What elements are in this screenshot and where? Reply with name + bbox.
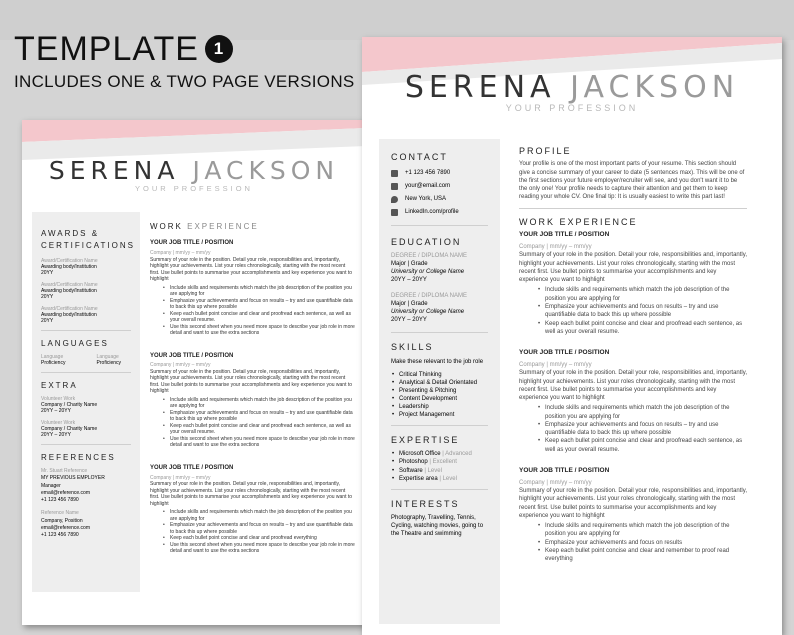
person-icon — [391, 209, 398, 216]
skills-heading: SKILLS — [391, 342, 434, 353]
extra-heading: EXTRA — [41, 381, 78, 390]
language-row: Language Proficiency Language Proficiency — [41, 354, 121, 366]
one-page-resume — [22, 120, 366, 625]
resume-name: SERENA JACKSON — [404, 70, 740, 105]
location-pin-icon — [391, 196, 398, 203]
education-heading: EDUCATION — [391, 236, 462, 247]
extra-item: Volunteer Work Company / Charity Name 20YY – 20YY — [41, 420, 98, 438]
interests-heading: INTERESTS — [391, 498, 460, 509]
reference-item: Mr. Stuart Reference MY PREVIOUS EMPLOYER Manager email@reference.com +1 123 456 7890 — [41, 468, 105, 503]
work-experience — [150, 216, 355, 571]
resume-name: SERENA JACKSON — [48, 156, 340, 185]
main-column — [519, 145, 747, 564]
banner-subtitle: INCLUDES ONE & TWO PAGE VERSIONS — [14, 72, 355, 91]
sidebar — [32, 212, 140, 592]
contact-linkedin: LinkedIn.com/profile — [391, 208, 488, 216]
award-item: Award/Certification Name Awarding body/Institution 20YY — [41, 258, 98, 276]
phone-icon — [391, 170, 398, 177]
references-heading: REFERENCES — [41, 453, 116, 462]
work-heading: WORK EXPERIENCE — [519, 216, 638, 227]
job-entry: YOUR JOB TITLE / POSITION Company | mm/yy – mm/yy Summary of your role in the position. Detail your role, responsibilities and, importantly, highlight your achievements. List your roles chronologically, starting with the most recent first. Use bullet points to summarise your accomplishments and key experience you want to highlight • Include skills and requirements which match the job description of the position you are applying for • Emphasize your achievements and focus on results • Keep each bullet point concise and clear and remember to proof read everything — [519, 467, 747, 564]
reference-item: Reference Name Company, Position email@reference.com +1 123 456 7890 — [41, 510, 90, 538]
contact-heading: CONTACT — [391, 152, 448, 162]
job-entry: YOUR JOB TITLE / POSITION Company | mm/yy – mm/yy Summary of your role in the position. Detail your role, responsibilities and, importantly, highlight your achievements. List your roles chronologically, starting with the most recent first. Use bullet points to summarise your accomplishments and key experience you want to highlight • Include skills and requirements which match the job description of the position you are applying for • Emphasize your achievements and focus on results – try and use quantifiable data to back this up where possible • Keep each bullet point concise and clear and proofread each sentence, as well as your overall resume. — [519, 231, 747, 336]
contact-phone: +1 123 456 7890 — [391, 169, 488, 177]
banner-title: TEMPLATE 1 — [14, 30, 233, 69]
extra-item: Volunteer Work Company / Charity Name 20YY – 20YY — [41, 396, 98, 414]
education-item: DEGREE / DIPLOMA NAME Major | Grade University or College Name 20YY – 20YY — [391, 293, 468, 324]
profile-heading: PROFILE — [519, 146, 572, 156]
resume-profession: YOUR PROFESSION — [135, 184, 253, 193]
contact-email: your@email.com — [391, 182, 488, 190]
interests-text: Photography, Travelling, Tennis, Cycling, watching movies, going to the Theatre and swimming — [391, 514, 484, 538]
sidebar — [379, 139, 500, 624]
awards-list — [41, 258, 131, 324]
job-entry: YOUR JOB TITLE / POSITION Company | mm/yy – mm/yy Summary of your role in the position. Detail your role, responsibilities and, importantly, highlight your achievements. List your roles chronologically, starting with the most recent first. Use bullet points to summarise your accomplishments and key experience you want to highlight • Include skills and requirements which match the job description of the position you are applying for • Emphasize your achievements and focus on results – try and use quantifiable data to back this up where possible • Keep each bullet point concise and clear and proofread everything • Use this second sheet when you need more space to describe your job role in more detail and want to use the extra sections — [150, 465, 355, 555]
contact-location: New York, USA — [391, 195, 488, 203]
email-icon — [391, 183, 398, 190]
two-page-resume — [362, 37, 782, 635]
skills-intro: Make these relevant to the job role — [391, 358, 484, 365]
profile-text: Your profile is one of the most important parts of your resume. This section should give a concise summary of your career to date (5 sentences max). This will be one of the first sections your future employer/recruiter will see, and you don't want it to be the only one! Your profile needs to capture their attention and get them to keep reading your whole CV. One final tip: It is usually easiest to write this part last! — [519, 161, 745, 201]
languages-heading: LANGUAGES — [41, 339, 109, 348]
award-item: Award/Certification Name Awarding body/Institution 20YY — [41, 282, 98, 300]
award-item: Award/Certification Name Awarding body/Institution 20YY — [41, 306, 98, 324]
contact-list — [391, 169, 488, 216]
work-heading: WORK EXPERIENCE — [150, 222, 259, 231]
resume-profession: YOUR PROFESSION — [505, 103, 639, 113]
number-badge: 1 — [205, 35, 233, 63]
job-entry: YOUR JOB TITLE / POSITION Company | mm/yy – mm/yy Summary of your role in the position. Detail your role, responsibilities and, importantly, highlight your achievements. List your roles chronologically, starting with the most recent first. Use bullet points to summarise your accomplishments and key experience you want to highlight • Include skills and requirements which match the job description of the position you are applying for • Emphasize your achievements and focus on results – try and use quantifiable data to back this up where possible • Keep each bullet point concise and clear and proofread each sentence, as well as your overall resume. • Use this second sheet when you need more space to describe your job role in more detail and want to use the extra sections — [150, 240, 355, 336]
job-entry: YOUR JOB TITLE / POSITION Company | mm/yy – mm/yy Summary of your role in the position. Detail your role, responsibilities and, importantly, highlight your achievements. List your roles chronologically, starting with the most recent first. Use bullet points to summarise your accomplishments and key experience you want to highlight • Include skills and requirements which match the job description of the position you are applying for • Emphasize your achievements and focus on results – try and use quantifiable data to back this up where possible • Keep each bullet point concise and clear and proofread each sentence, as well as your overall resume. — [519, 349, 747, 454]
skills-list: • Critical Thinking • Analytical & Detail Orientated • Presenting & Pitching • Content Development • Leadership • Project Management — [391, 371, 488, 420]
education-item: DEGREE / DIPLOMA NAME Major | Grade University or College Name 20YY – 20YY — [391, 252, 468, 283]
job-entry: YOUR JOB TITLE / POSITION Company | mm/yy – mm/yy Summary of your role in the position. Detail your role, responsibilities and, importantly, highlight your achievements. List your roles chronologically, starting with the most recent first. Use bullet points to summarise your accomplishments and key experience you want to highlight • Include skills and requirements which match the job description of the position you are applying for • Emphasize your achievements and focus on results – try and use quantifiable data to back this up where possible • Keep each bullet point concise and clear and proofread each sentence, as well as your overall resume. • Use this second sheet when you need more space to describe your job role in more detail and want to use the extra sections — [150, 353, 355, 449]
awards-heading: AWARDS & CERTIFICATIONS — [41, 229, 135, 250]
expertise-list: • Microsoft Office | Advanced • Photoshop | Excellent • Software | Level • Expertise area | Level — [391, 450, 488, 482]
expertise-heading: EXPERTISE — [391, 435, 460, 446]
